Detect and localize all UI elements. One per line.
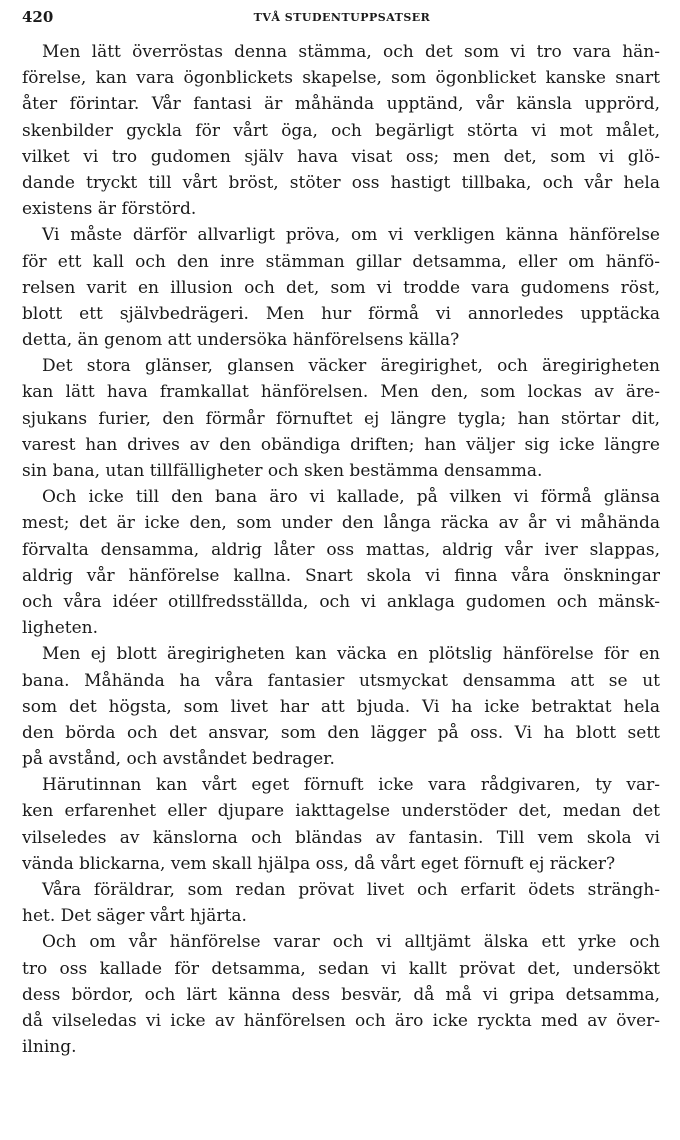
text-line: och våra idéer otillfredsställda, och vi anklaga gudomen och mänsk-	[22, 591, 660, 612]
text-line: varest han drives av den obändiga driften; han väljer sig icke längre	[22, 434, 660, 455]
paragraph	[22, 929, 660, 1060]
text-line: aldrig vår hänförelse kallna. Snart skola vi finna våra önskningar	[22, 565, 660, 586]
paragraph	[22, 222, 660, 353]
paragraph	[22, 39, 660, 222]
text-line: Vi måste därför allvarligt pröva, om vi verkligen känna hänförelse	[42, 225, 660, 246]
paragraph	[22, 641, 660, 772]
page-number: 420	[22, 8, 54, 26]
text-line: blott ett självbedrägeri. Men hur förmå vi annorledes upptäcka	[22, 303, 660, 324]
text-line: Och icke till den bana äro vi kallade, på vilken vi förmå glänsa	[42, 487, 660, 508]
text-line: het. Det säger vårt hjärta.	[22, 906, 247, 927]
paragraph	[22, 877, 660, 929]
running-head: TVÅ STUDENTUPPSATSER	[253, 11, 431, 24]
text-line: Det stora glänser, glansen väcker äregirighet, och äregirigheten	[42, 356, 660, 377]
text-line: bana. Måhända ha våra fantasier utsmyckat densamma att se ut	[22, 670, 660, 691]
paragraph	[22, 772, 660, 877]
text-line: Och om vår hänförelse varar och vi alltjämt älska ett yrke och	[42, 932, 660, 953]
text-line: förvalta densamma, aldrig låter oss mattas, aldrig vår iver slappas,	[22, 539, 660, 560]
text-line: då vilseledas vi icke av hänförelsen och äro icke ryckta med av över-	[22, 1010, 660, 1031]
text-line: dess bördor, och lärt känna dess besvär, då må vi gripa detsamma,	[22, 984, 660, 1005]
text-line: som det högsta, som livet har att bjuda. Vi ha icke betraktat hela	[22, 696, 660, 717]
text-line: skenbilder gyckla för vårt öga, och begärligt störta vi mot målet,	[22, 120, 660, 141]
text-line: vända blickarna, vem skall hjälpa oss, då vårt eget förnuft ej räcker?	[22, 853, 616, 874]
text-line: vilket vi tro gudomen själv hava visat oss; men det, som vi glö-	[22, 146, 660, 167]
text-line: Men lätt överröstas denna stämma, och det som vi tro vara hän-	[42, 42, 660, 62]
text-line: ligheten.	[22, 618, 99, 639]
text-line: sjukans furier, den förmår förnuftet ej längre tygla; han störtar dit,	[22, 408, 660, 429]
text-line: åter förintar. Vår fantasi är måhända upptänd, vår känsla upprörd,	[22, 94, 660, 115]
text-line: ken erfarenhet eller djupare iakttagelse understöder det, medan det	[22, 801, 660, 822]
text-line: detta, än genom att undersöka hänförelsens källa?	[22, 330, 460, 351]
text-line: tro oss kallade för detsamma, sedan vi kallt prövat det, undersökt	[22, 958, 660, 979]
paragraph	[22, 484, 660, 641]
text-line: kan lätt hava framkallat hänförelsen. Men den, som lockas av äre-	[22, 382, 660, 403]
page-header	[22, 8, 662, 30]
paragraph	[22, 353, 660, 484]
text-line: relsen varit en illusion och det, som vi trodde vara gudomens röst,	[22, 277, 660, 298]
text-line: existens är förstörd.	[22, 199, 197, 220]
text-line: Men ej blott äregirigheten kan väcka en plötslig hänförelse för en	[42, 644, 660, 665]
body-text	[22, 39, 660, 1060]
text-line: Härutinnan kan vårt eget förnuft icke vara rådgivaren, ty var-	[42, 775, 660, 796]
text-line: för ett kall och den inre stämman gillar detsamma, eller om hänfö-	[22, 251, 660, 272]
text-line: vilseledes av känslorna och bländas av fantasin. Till vem skola vi	[22, 827, 660, 848]
text-line: dande tryckt till vårt bröst, stöter oss hastigt tillbaka, och vår hela	[22, 172, 660, 193]
text-line: ilning.	[22, 1037, 77, 1058]
text-line: den börda och det ansvar, som den lägger på oss. Vi ha blott sett	[22, 722, 660, 743]
text-line: sin bana, utan tillfälligheter och sken bestämma densamma.	[22, 461, 543, 481]
text-line: mest; det är icke den, som under den långa räcka av år vi måhända	[22, 513, 660, 534]
text-line: Våra föräldrar, som redan prövat livet och erfarit ödets strängh-	[42, 880, 660, 900]
text-line: på avstånd, och avståndet bedrager.	[22, 749, 335, 770]
text-line: förelse, kan vara ögonblickets skapelse, som ögonblicket kanske snart	[22, 68, 660, 89]
